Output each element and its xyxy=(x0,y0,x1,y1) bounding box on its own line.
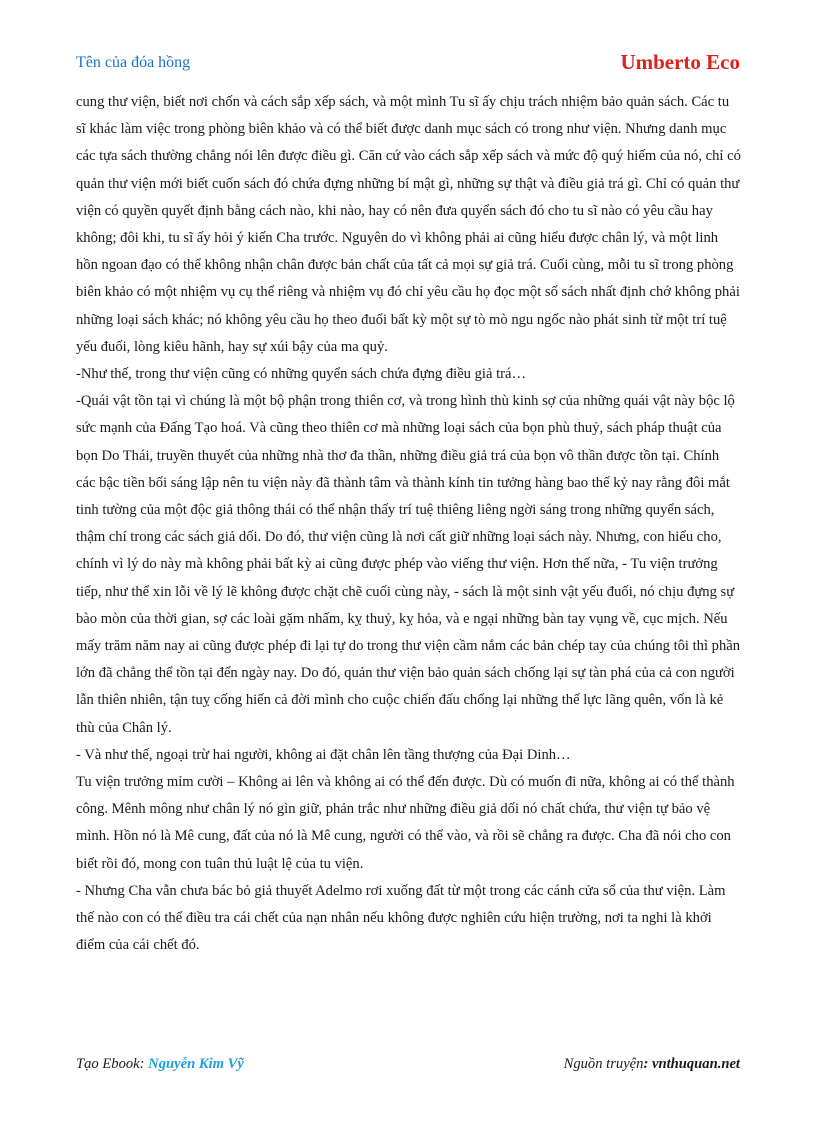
paragraph: -Quái vật tồn tại vì chúng là một bộ phận trong thiên cơ, và trong hình thù kinh sợ của những quái vật này bộc lộ sức mạnh của Đấng Tạo hoá. Và cũng theo thiên cơ mà những loại sách của bọn phù thuỷ, sách pháp thuật của bọn Do Thái, truyền thuyết của những nhà thơ đa thần, những điều giả trá của bọn vô thần được tồn tại. Chính các bậc tiền bối sáng lập nên tu viện này đã thành tâm và thành kính tin tưởng hàng bao thế kỷ nay rằng đôi mắt tinh tường của một độc giả thông thái có thể nhận thấy trí tuệ thiêng liêng ngời sáng trong những quyển sách, thậm chí trong các sách giả dối. Do đó, thư viện cũng là nơi cất giữ những loại sách này. Nhưng, con hiểu cho, chính vì lý do này mà không phải bất kỳ ai cũng được phép vào viếng thư viện. Hơn thế nữa, - Tu viện trưởng tiếp, như thể xin lỗi về lý lẽ không được chặt chẽ cuối cùng này, - sách là một sinh vật yếu đuối, nó chịu đựng sự bào mòn của thời gian, sợ các loài gặm nhấm, kỵ thuỷ, kỵ hỏa, và e ngại những bàn tay vụng về, cục mịch. Nếu mấy trăm năm nay ai cũng được phép đi lại tự do trong thư viện cầm nắm các bản chép tay của chúng tôi thì phần lớn đã chẳng thể tồn tại đến ngày nay. Do đó, quản thư viện bảo quản sách chống lại sự tàn phá của cả con người lẫn thiên nhiên, tận tuỵ cống hiến cả đời mình cho cuộc chiến đấu chống lại những thế lực lãng quên, vốn là kẻ thù của Chân lý. xyxy=(76,393,741,736)
ebook-credit: Tạo Ebook: Nguyễn Kim Vỹ xyxy=(76,1056,244,1072)
ebook-label: Tạo Ebook xyxy=(76,1056,140,1072)
paragraph: -Như thế, trong thư viện cũng có những quyển sách chứa đựng điều giả trá… xyxy=(76,366,527,383)
paragraph: - Nhưng Cha vẫn chưa bác bỏ giả thuyết Adelmo rơi xuống đất từ một trong các cánh cửa sổ của thư viện. Làm thế nào con có thể điều tra cái chết của nạn nhân nếu không được nghiên cứu hiện trường, nơi ta nghi là khởi điểm của cái chết đó. xyxy=(76,882,726,954)
paragraph: cung thư viện, biết nơi chốn và cách sắp xếp sách, và một mình Tu sĩ ấy chịu trách nhiệm bảo quản sách. Các tu sĩ khác làm việc trong phòng biên khảo và có thể biết được danh mục sách có trong như viện. Nhưng danh mục các tựa sách thường chẳng nói lên được điều gì. Căn cứ vào cách sắp xếp sách và mức độ quý hiếm của nó, chỉ có quản thư viện mới biết cuốn sách đó chứa đựng những bí mật gì, những sự thật và điều giả trá gì. Chỉ có quản thư viện có quyền quyết định bằng cách nào, khi nào, hay có nên đưa quyển sách đó cho tu sĩ nào có yêu cầu hay không; đôi khi, tu sĩ ấy hỏi ý kiến Cha trước. Nguyên do vì không phải ai cũng hiểu được chân lý, và một linh hồn ngoan đạo có thể không nhận chân được bản chất của tất cả mọi sự giả trá. Cuối cùng, mỗi tu sĩ trong phòng biên khảo có một nhiệm vụ cụ thể riêng và nhiệm vụ đó chỉ yêu cầu họ đọc một số sách nhất định chớ không phải những loại sách khác; nó không yêu cầu họ theo đuổi bất kỳ một sự tò mò ngu ngốc nào phát sinh từ một trí tuệ yếu đuối, lòng kiêu hãnh, hay sự xúi bậy của ma quỷ. xyxy=(76,94,741,355)
paragraph: - Và như thế, ngoại trừ hai người, không ai đặt chân lên tầng thượng của Đại Dinh… xyxy=(76,746,571,763)
page-body xyxy=(76,89,742,960)
source-site: vnthuquan.net xyxy=(651,1056,740,1072)
ebook-creator: Nguyễn Kim Vỹ xyxy=(148,1056,244,1072)
book-title: Tên của đóa hồng xyxy=(76,54,191,71)
paragraph: Tu viện trưởng mỉm cười – Không ai lên và không ai có thể đến được. Dù có muốn đi nữa, không ai có thể thành công. Mênh mông như chân lý nó gìn giữ, phản trắc như những điều giả dối nó chất chứa, thư viện tự bảo vệ mình. Hồn nó là Mê cung, đất của nó là Mê cung, người có thể vào, và rồi sẽ chẳng ra được. Cha đã nói cho con biết rồi đó, mong con tuân thủ luật lệ của tu viện. xyxy=(76,774,735,872)
source-label: Nguồn truyện xyxy=(563,1056,644,1072)
author-name: Umberto Eco xyxy=(620,50,740,74)
source-credit: Nguồn truyện: vnthuquan.net xyxy=(563,1056,740,1072)
page-header xyxy=(76,50,740,76)
